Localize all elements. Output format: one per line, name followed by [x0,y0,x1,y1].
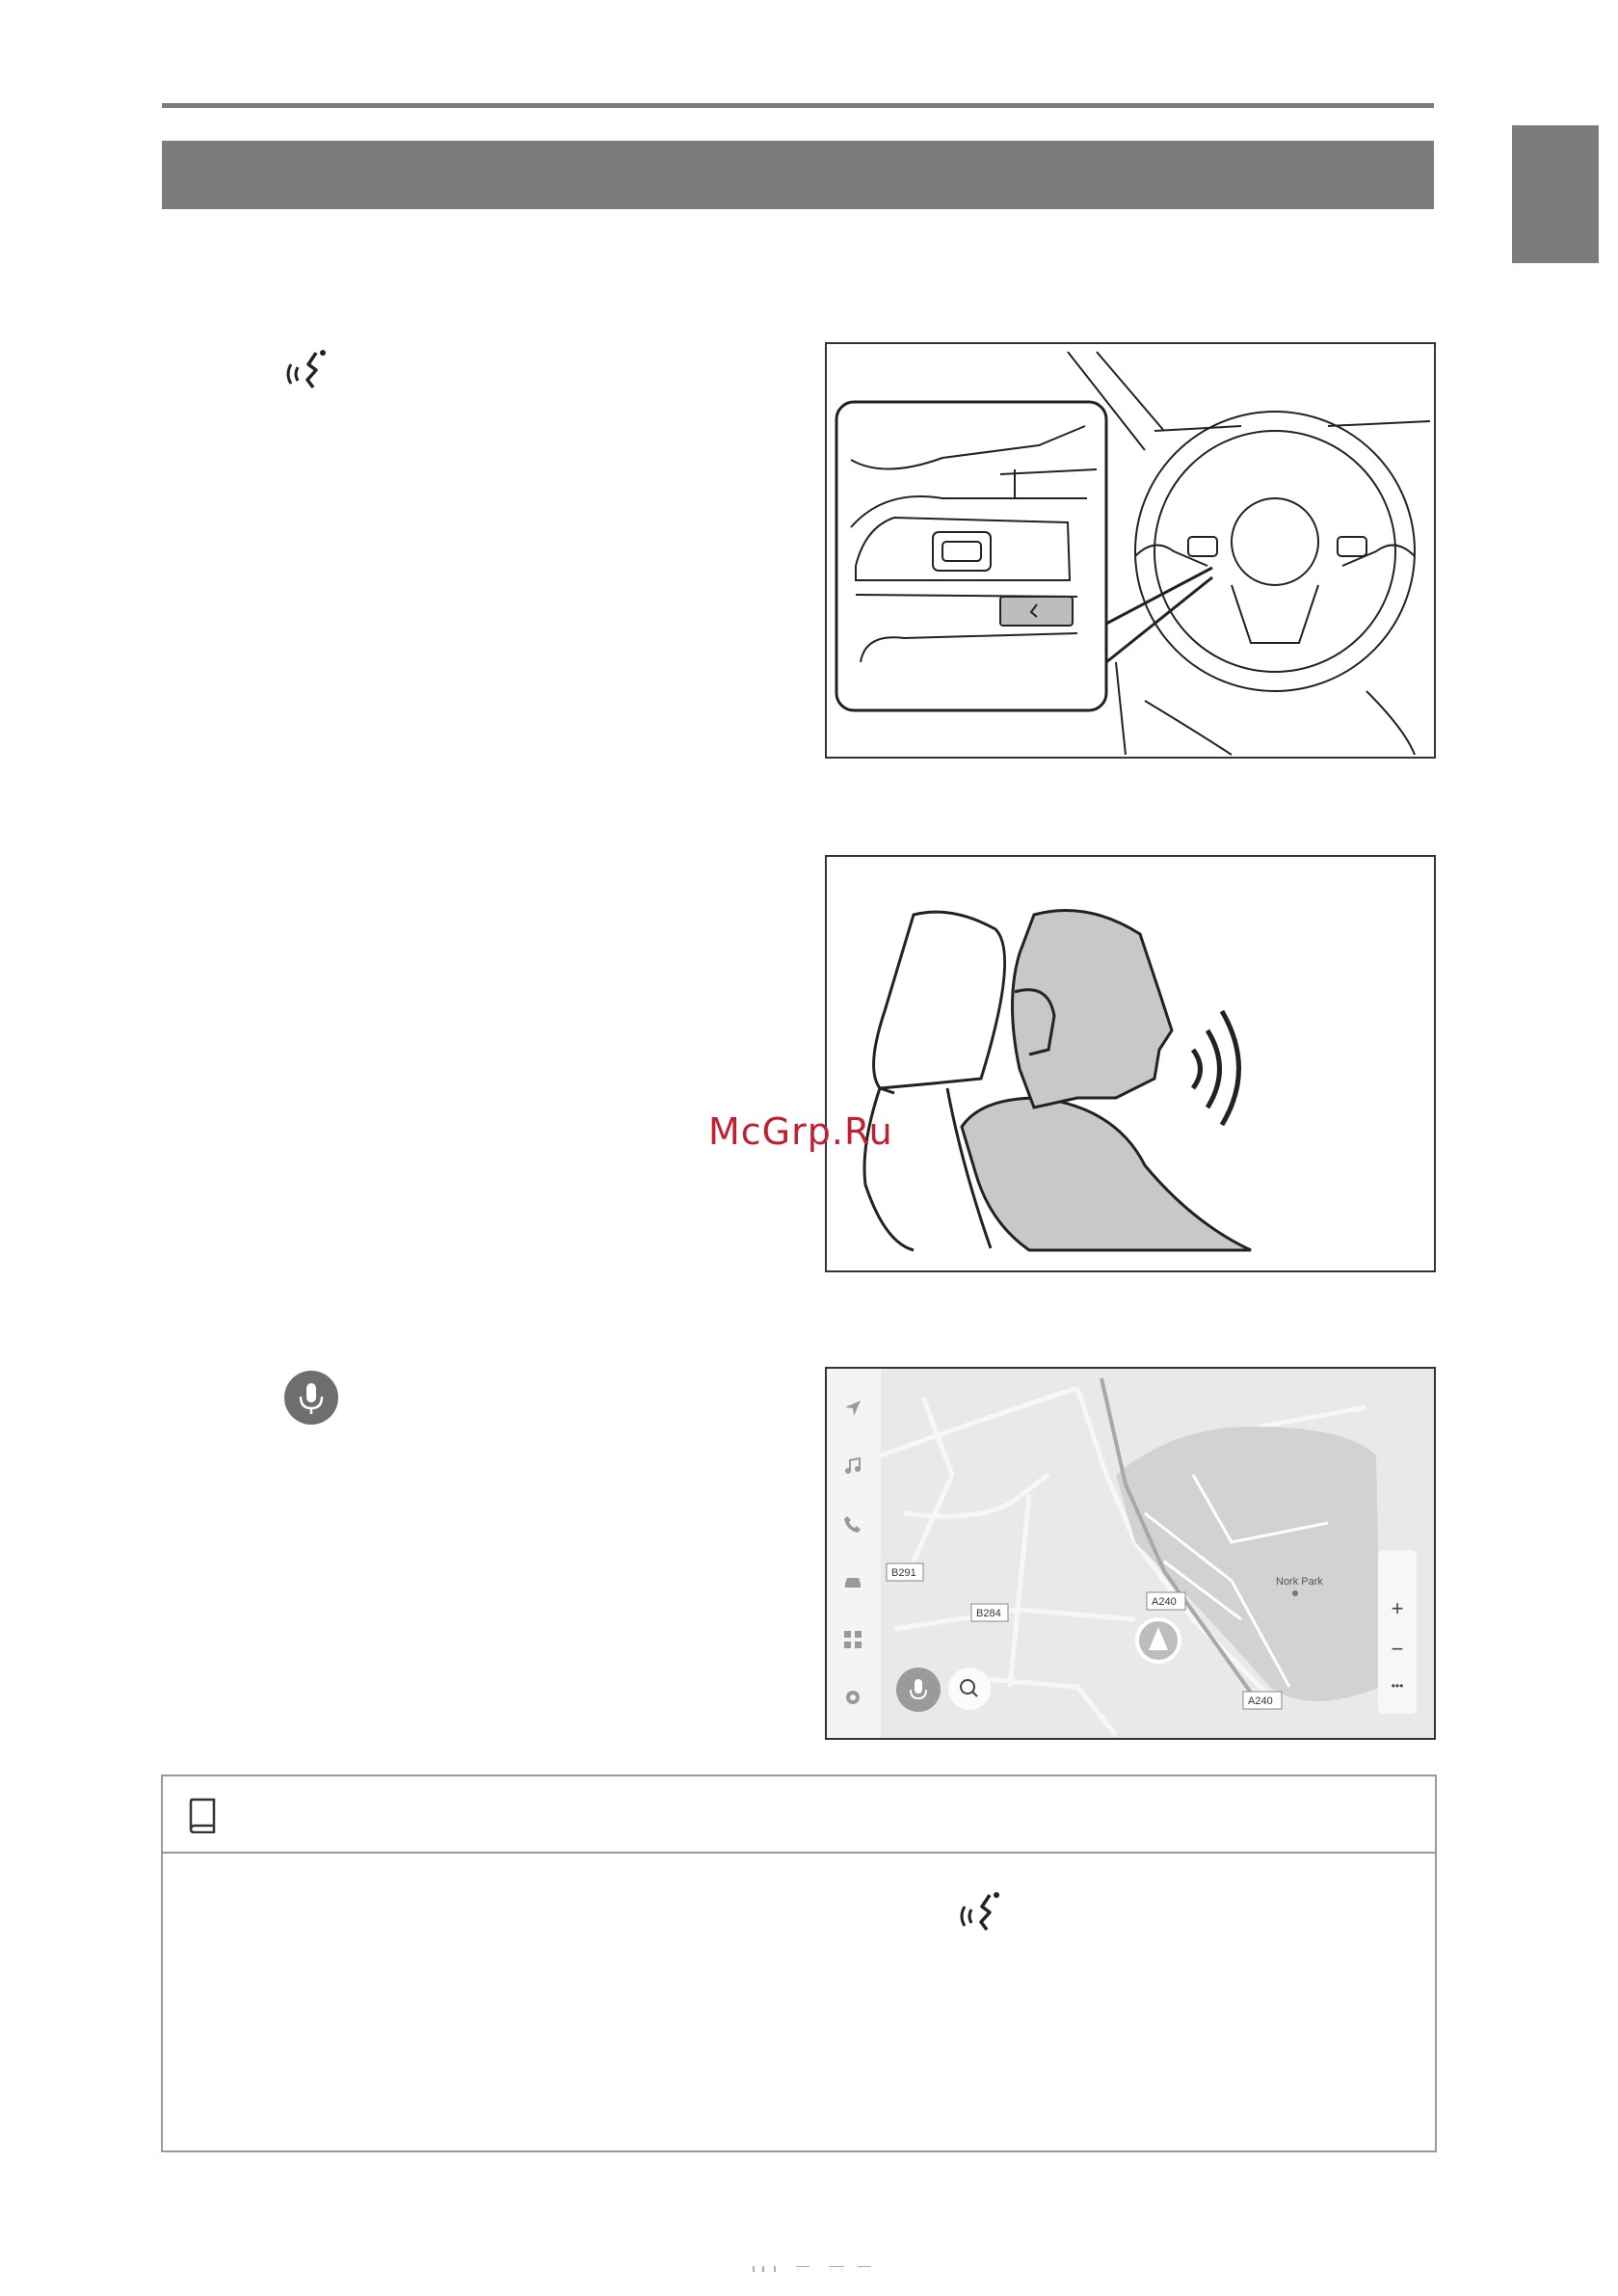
note-divider [163,1852,1435,1854]
steering-switch-illustration [825,342,1436,759]
driver-speaking-illustration [825,855,1436,1272]
watermark: McGrp.Ru [708,1110,893,1153]
book-icon [187,1797,218,1833]
car-icon[interactable] [842,1571,863,1592]
road-label-b284: B284 [976,1608,1001,1619]
microphone-icon [283,1370,339,1426]
chapter-tab [1512,125,1599,263]
music-note-icon[interactable] [842,1455,863,1477]
section-header-bar [162,141,1434,209]
place-label: Nork Park [1276,1576,1323,1588]
zoom-out-button[interactable]: − [1391,1637,1404,1661]
road-label-a240-north: A240 [1152,1596,1177,1608]
navigation-screen-illustration [825,1367,1436,1740]
zoom-in-button[interactable]: + [1391,1596,1404,1620]
map-mic-button[interactable] [896,1668,941,1712]
top-rule [162,103,1434,108]
note-box [161,1775,1437,2152]
phone-icon[interactable] [842,1513,863,1535]
settings-gear-icon[interactable] [842,1687,863,1708]
road-label-a240-south: A240 [1248,1695,1273,1707]
voice-talk-icon [281,345,330,397]
navigation-arrow-icon[interactable] [842,1398,863,1419]
map-search-button[interactable] [948,1668,991,1710]
road-label-b291: B291 [891,1567,916,1579]
apps-grid-icon[interactable] [842,1629,863,1650]
page-footer-fragment [752,2259,877,2265]
more-options-button[interactable]: ••• [1391,1679,1404,1693]
voice-talk-icon [955,1887,1003,1939]
